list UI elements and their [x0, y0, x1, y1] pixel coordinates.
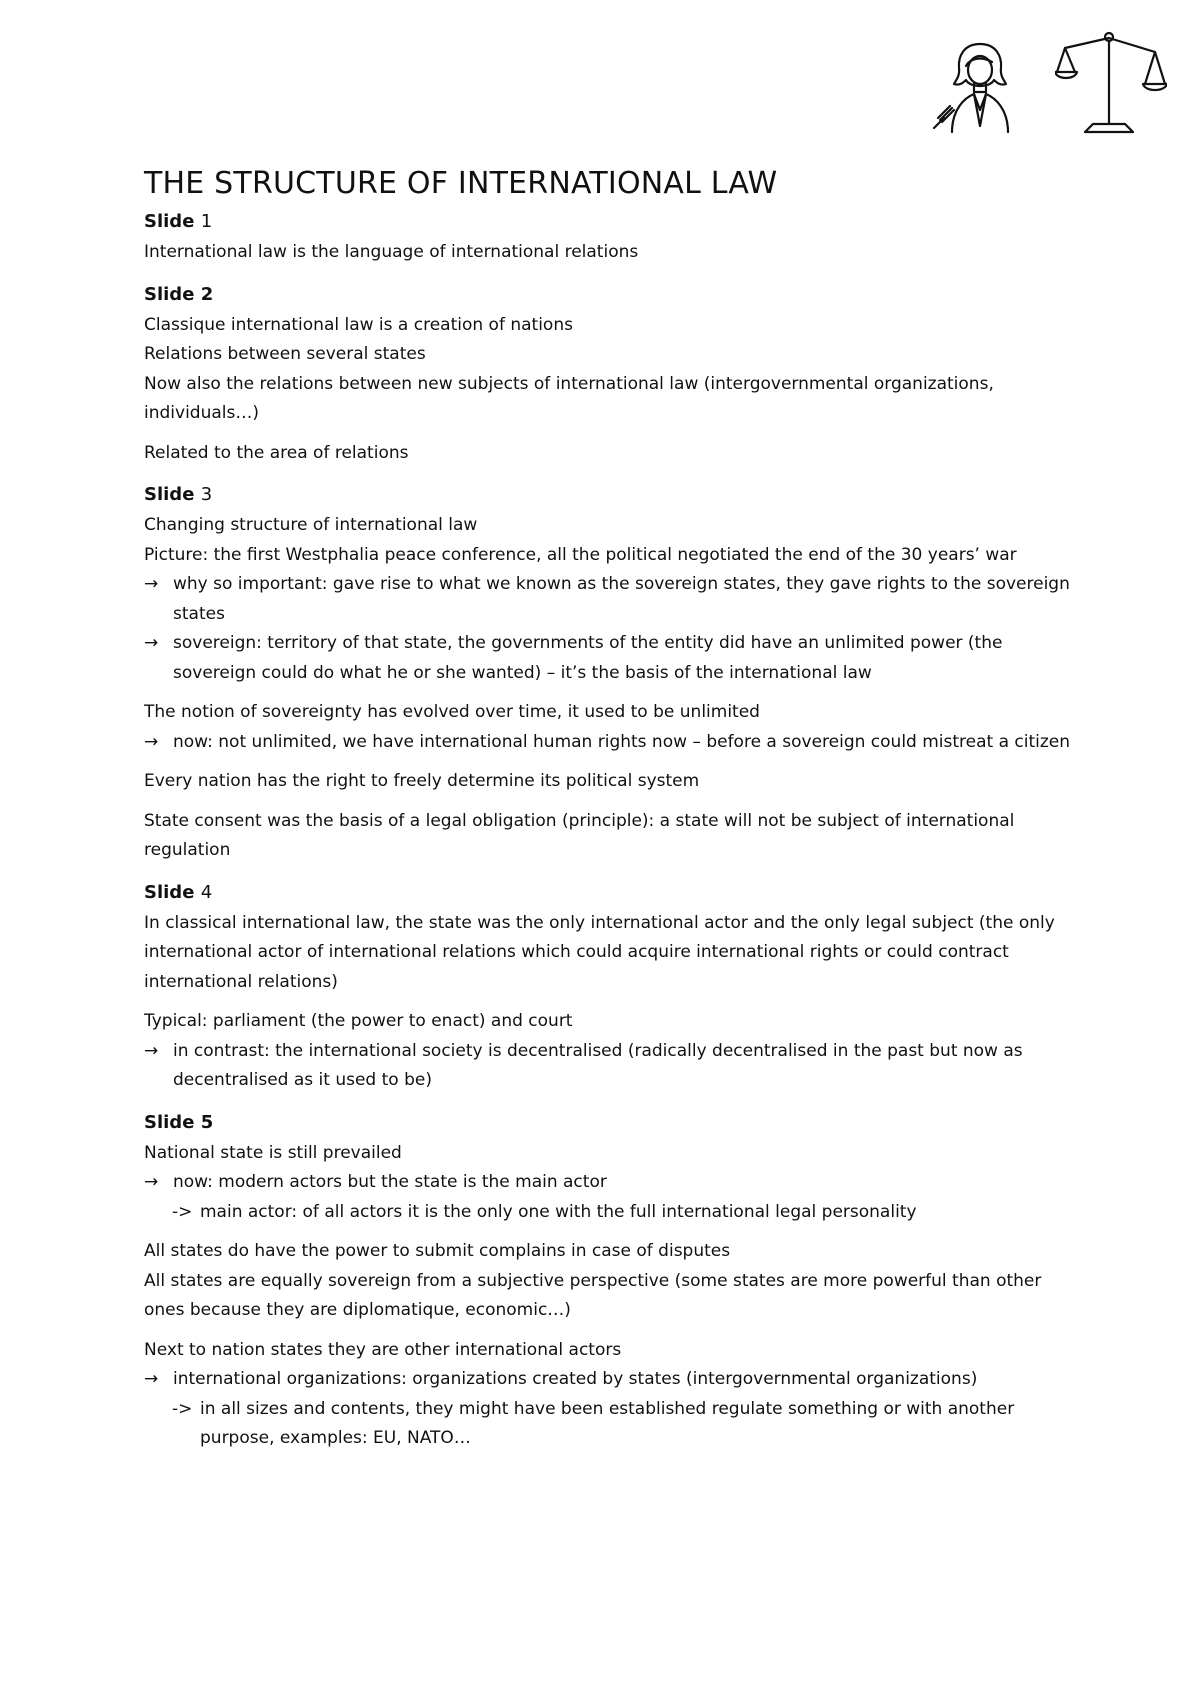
bullet-text: why so important: gave rise to what we known as the sovereign states, they gave rights to the sovereign states — [173, 574, 1070, 624]
slide-5-heading — [144, 1110, 1074, 1136]
arrow-bullet — [144, 629, 1074, 688]
arrow-bullet — [144, 728, 1074, 758]
arrow-right-icon: → — [144, 731, 159, 752]
document-body — [144, 166, 1074, 1454]
slide-4-section — [144, 880, 1074, 1096]
paragraph: International law is the language of international relations — [144, 242, 639, 262]
paragraph: Next to nation states they are other international actors — [144, 1339, 622, 1360]
arrow-right-icon: → — [144, 574, 159, 594]
scales-of-justice-icon — [1055, 28, 1167, 138]
slide-2-section — [144, 282, 1074, 469]
paragraph: In classical international law, the state was the only international actor and the only legal subject (the only international actor of international relations which could acquire international rights or could contract international relations) — [144, 912, 1055, 992]
sub-arrow-icon: -> — [172, 1201, 193, 1222]
paragraph: All states are equally sovereign from a subjective perspective (some states are more powerful than other ones because they are diplomatique, economic…) — [144, 1270, 1042, 1320]
paragraph: The notion of sovereignty has evolved over time, it used to be unlimited — [144, 702, 760, 722]
slide-3-heading — [144, 482, 1074, 508]
slide-4-heading — [144, 880, 1074, 906]
arrow-bullet — [144, 1168, 1074, 1198]
slide-2-heading — [144, 282, 1074, 308]
bullet-text: sovereign: territory of that state, the governments of the entity did have an unlimited power (the sovereign could do what he or she wanted) – it’s the basis of the international law — [173, 633, 1003, 683]
arrow-bullet — [144, 1365, 1074, 1395]
sub-arrow-icon: -> — [172, 1398, 193, 1419]
arrow-bullet — [144, 1037, 1074, 1096]
slide-number: 1 — [200, 211, 213, 232]
slide-1-heading — [144, 209, 1074, 235]
paragraph: All states do have the power to submit complains in case of disputes — [144, 1241, 731, 1261]
arrow-bullet — [144, 570, 1074, 629]
paragraph: National state is still prevailed — [144, 1142, 402, 1163]
slide-word: Slide — [144, 881, 195, 903]
paragraph: Classique international law is a creation of nations — [144, 314, 573, 335]
slide-3-section — [144, 482, 1074, 866]
bullet-text: international organizations: organizations created by states (intergovernmental organizations) — [173, 1369, 978, 1389]
paragraph: Relations between several states — [144, 344, 426, 364]
sub-bullet — [144, 1395, 1074, 1454]
slide-number: 3 — [200, 484, 213, 505]
slide-word: Slide — [144, 211, 195, 232]
lawyer-icon — [930, 36, 1030, 136]
sub-bullet — [144, 1198, 1074, 1228]
slide-number: 5 — [200, 1111, 214, 1133]
bullet-text: main actor: of all actors it is the only one with the full international legal personality — [200, 1201, 917, 1222]
slide-1-section — [144, 209, 1074, 268]
bullet-text: in all sizes and contents, they might have been established regulate something or with another purpose, examples: EU, NATO… — [200, 1398, 1015, 1448]
paragraph: Changing structure of international law — [144, 515, 478, 535]
bullet-text: in contrast: the international society is decentralised (radically decentralised in the past but now as decentralised as it used to be) — [173, 1040, 1023, 1090]
arrow-right-icon: → — [144, 1172, 159, 1192]
slide-word: Slide — [144, 1111, 195, 1133]
paragraph: Every nation has the right to freely determine its political system — [144, 771, 700, 791]
arrow-right-icon: → — [144, 1369, 159, 1389]
paragraph: Picture: the first Westphalia peace conference, all the political negotiated the end of the 30 years’ war — [144, 544, 1017, 565]
slide-number: 2 — [200, 283, 214, 305]
slide-number: 4 — [200, 881, 213, 903]
slide-5-section — [144, 1110, 1074, 1454]
arrow-right-icon: → — [144, 633, 159, 653]
header-icons — [930, 28, 1170, 143]
page-title: THE STRUCTURE OF INTERNATIONAL LAW — [144, 166, 778, 201]
slide-word: Slide — [144, 484, 195, 505]
arrow-right-icon: → — [144, 1040, 159, 1061]
paragraph: Now also the relations between new subjects of international law (intergovernmental organizations, individuals…) — [144, 373, 994, 423]
paragraph: Typical: parliament (the power to enact) and court — [144, 1011, 573, 1031]
paragraph: Related to the area of relations — [144, 442, 409, 463]
bullet-text: now: modern actors but the state is the main actor — [173, 1172, 607, 1192]
paragraph: State consent was the basis of a legal obligation (principle): a state will not be subject of international regulation — [144, 810, 1015, 860]
slide-word: Slide — [144, 283, 195, 305]
bullet-text: now: not unlimited, we have international human rights now – before a sovereign could mistreat a citizen — [173, 731, 1071, 752]
